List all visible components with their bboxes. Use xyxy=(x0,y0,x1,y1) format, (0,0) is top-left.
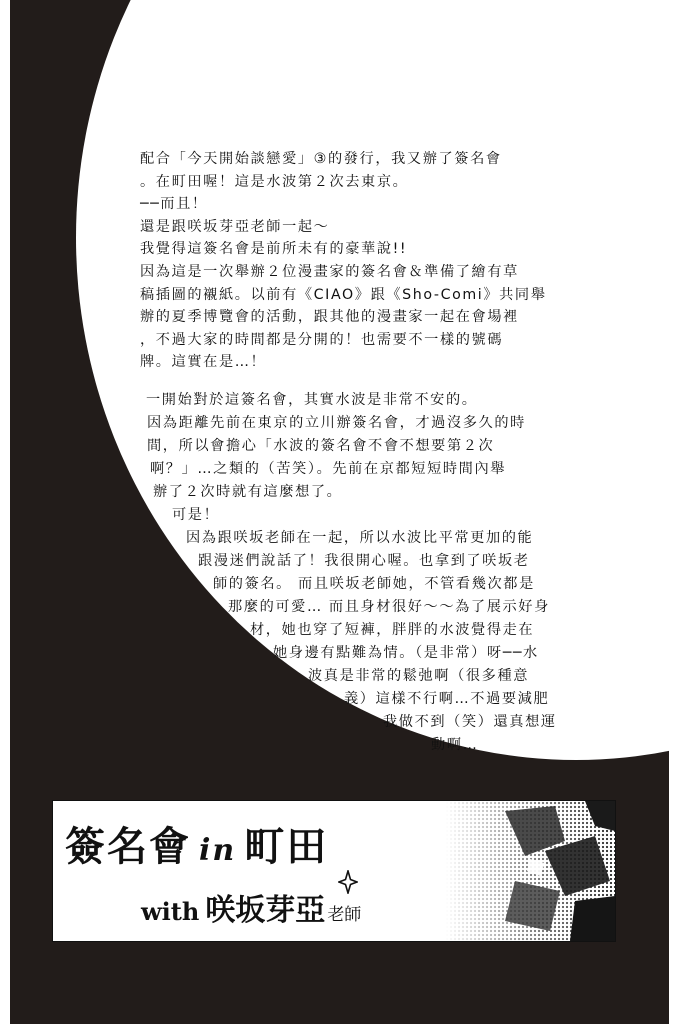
text-line: 因為距離先前在東京的立川辦簽名會，才過沒多久的時 xyxy=(147,415,526,431)
text-line: 我做不到（笑）還真想運 xyxy=(383,714,557,730)
text-line: 材，她也穿了短褲，胖胖的水波覺得走在 xyxy=(250,622,535,638)
banner-title-main: 簽名會 xyxy=(65,824,191,870)
text-line: 波真是非常的鬆弛啊（很多種意 xyxy=(308,668,530,684)
banner-subtitle xyxy=(141,885,361,929)
halftone-texture xyxy=(445,801,615,941)
text-line: 我覺得這簽名會是前所未有的豪華說!! xyxy=(140,241,408,258)
text-line: 那麼的可愛… 而且身材很好〜〜為了展示好身 xyxy=(228,599,550,615)
sparkle-icon xyxy=(338,870,358,894)
text-line: 牌。這實在是…！ xyxy=(140,354,267,371)
text-line: 辦了２次時就有這麼想了。 xyxy=(153,484,343,500)
text-line: 可是！ xyxy=(172,507,220,523)
text-line: 一開始對於這簽名會，其實水波是非常不安的。 xyxy=(146,392,478,408)
text-line: 因為跟咲坂老師在一起，所以水波比平常更加的能 xyxy=(186,530,534,546)
text-line: 義）這樣不行啊…不過要減肥 xyxy=(344,691,550,707)
banner-title-in: in xyxy=(199,833,237,868)
text-line: 辦的夏季博覽會的活動，跟其他的漫畫家一起在會場裡 xyxy=(140,309,519,326)
text-line: 啊？」…之類的（苦笑）。先前在京都短短時間內舉 xyxy=(150,461,507,477)
banner-with: with xyxy=(141,897,200,926)
text-line: 稿插圖的襯紙。以前有《CIAO》跟《Sho-Comi》共同舉 xyxy=(140,286,547,303)
text-line: 跟漫迷們說話了！我很開心喔。也拿到了咲坂老 xyxy=(198,553,530,569)
text-line: 她身邊有點難為情。（是非常）呀──水 xyxy=(273,645,539,661)
text-line: 配合「今天開始談戀愛」③的發行，我又辦了簽名會 xyxy=(140,151,502,167)
banner-honorific: 老師 xyxy=(327,905,362,925)
text-line: ──而且！ xyxy=(140,196,208,213)
text-line: 動啊… xyxy=(431,737,479,753)
text-line: 師的簽名。 而且咲坂老師她，不管看幾次都是 xyxy=(213,576,535,592)
text-line: ，不過大家的時間都是分開的！也需要不一樣的號碼 xyxy=(140,331,504,348)
text-line: 間，所以會擔心「水波的簽名會不會不想要第２次 xyxy=(147,438,495,454)
text-line: 還是跟咲坂芽亞老師一起～ xyxy=(140,218,330,235)
text-section-1 xyxy=(140,148,547,374)
text-line: 因為這是一次舉辦２位漫畫家的簽名會＆準備了繪有草 xyxy=(140,263,519,280)
banner-artist-name: 咲坂芽亞 xyxy=(205,893,326,928)
banner-title-place: 町田 xyxy=(244,824,329,870)
event-title-banner xyxy=(52,800,616,942)
text-line: 。在町田喔！這是水波第２次去東京。 xyxy=(140,173,409,190)
banner-title xyxy=(65,815,328,872)
